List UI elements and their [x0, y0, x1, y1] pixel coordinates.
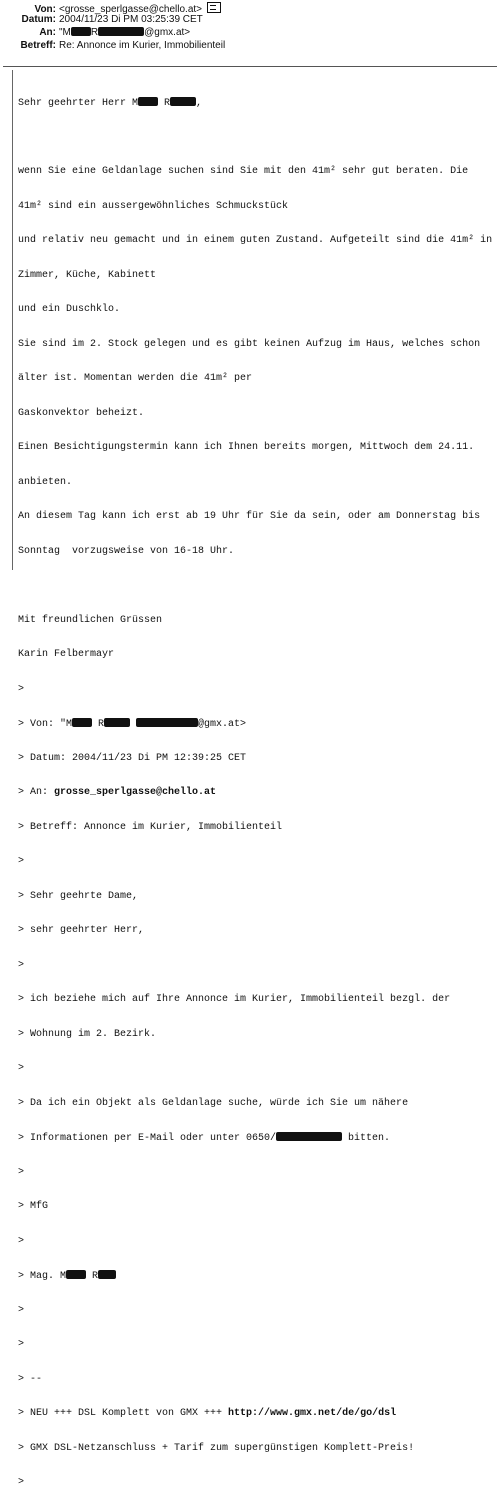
quote-salutation: > Sehr geehrte Dame,: [18, 890, 139, 902]
redaction-block: [136, 718, 198, 727]
header-to-row: [0, 27, 300, 39]
quote-ad: > NEU +++ DSL Komplett von GMX +++ http://www.gmx.net/de/go/dsl: [18, 1408, 397, 1419]
body-line: Sie sind im 2. Stock gelegen und es gibt keinen Aufzug im Haus, welches schon: [18, 338, 481, 350]
body-line: Sonntag vorzugsweise von 16-18 Uhr.: [18, 545, 235, 557]
redaction-block: [170, 97, 196, 106]
from-label: Von:: [34, 4, 56, 15]
body-line: Einen Besichtigungstermin kann ich Ihnen bereits morgen, Mittwoch dem 24.11.: [18, 442, 475, 453]
body-line: älter ist. Momentan werden die 41m² per: [18, 373, 253, 384]
closing: Mit freundlichen Grüssen: [18, 614, 163, 626]
header-divider: [3, 66, 497, 67]
redaction-block: [104, 718, 130, 727]
body-line: und relativ neu gemacht und in einem guten Zustand. Aufgeteilt sind die 41m² in: [18, 235, 493, 246]
quote-signature: > Mag. M R: [18, 1270, 496, 1282]
redaction-block: [72, 718, 92, 727]
header-date-row: [0, 14, 300, 26]
quote-text: > Wohnung im 2. Bezirk.: [18, 1028, 157, 1040]
quote-from: > Von: "M R @gmx.at>: [18, 719, 247, 730]
quote-to-address[interactable]: grosse_sperlgasse@chello.at: [54, 787, 217, 798]
gmx-dsl-link[interactable]: http://www.gmx.net/de/go/dsl: [228, 1408, 397, 1419]
date-label: Datum:: [21, 14, 56, 25]
quote-marker: >: [18, 1235, 25, 1247]
quote-ad: > GMX DSL-Netzanschluss + Tarif zum supergünstigen Komplett-Preis!: [18, 1442, 415, 1454]
body-line: anbieten.: [18, 476, 73, 488]
redaction-block: [71, 27, 91, 36]
greeting: Sehr geehrter Herr M R ,: [18, 98, 203, 109]
quote-subject: > Betreff: Annonce im Kurier, Immobilienteil: [18, 821, 283, 833]
redaction-block: [66, 1270, 86, 1279]
quote-mfg: > MfG: [18, 1201, 49, 1212]
body-line: 41m² sind ein aussergewöhnliches Schmuckstück: [18, 200, 289, 212]
body-line: und ein Duschklo.: [18, 304, 121, 315]
redaction-block: [98, 27, 144, 36]
subject-value: Re: Annonce im Kurier, Immobilienteil: [59, 40, 226, 51]
header-subject-row: [0, 40, 300, 52]
quote-marker: >: [18, 1063, 25, 1074]
redaction-block: [138, 97, 158, 106]
body-line: Zimmer, Küche, Kabinett: [18, 269, 157, 281]
quote-marker: >: [18, 1166, 25, 1178]
redaction-block: [98, 1270, 116, 1279]
signature: Karin Felbermayr: [18, 649, 115, 660]
body-line: An diesem Tag kann ich erst ab 19 Uhr für Sie da sein, oder am Donnerstag bis: [18, 511, 481, 522]
quote-marker: >: [18, 1477, 25, 1488]
quote-salutation: > sehr geehrter Herr,: [18, 925, 145, 936]
to-suffix: @gmx.at>: [144, 27, 191, 38]
to-mid: R: [90, 27, 99, 38]
message-body: [18, 74, 496, 1500]
date-value: 2004/11/23 Di PM 03:25:39 CET: [59, 14, 203, 25]
message-left-border: [12, 70, 13, 570]
to-label: An:: [39, 27, 56, 38]
quote-marker: >: [18, 683, 25, 695]
quote-marker: >: [18, 1339, 25, 1350]
subject-label: Betreff:: [20, 40, 56, 51]
vcard-icon[interactable]: [207, 2, 221, 13]
to-prefix: "M: [59, 27, 71, 38]
quote-text: > Da ich ein Objekt als Geldanlage suche, würde ich Sie um nähere: [18, 1097, 409, 1109]
quote-text: > Informationen per E-Mail oder unter 0650/ bitten.: [18, 1133, 391, 1144]
quote-marker: >: [18, 1304, 25, 1316]
from-value: <grosse_sperlgasse@chello.at>: [59, 4, 203, 15]
email-header: [0, 0, 500, 62]
quote-to: > An: grosse_sperlgasse@chello.at: [18, 787, 217, 798]
quote-date: > Datum: 2004/11/23 Di PM 12:39:25 CET: [18, 752, 247, 764]
quote-marker: >: [18, 959, 25, 971]
body-line: Gaskonvektor beheizt.: [18, 407, 145, 419]
body-line: wenn Sie eine Geldanlage suchen sind Sie mit den 41m² sehr gut beraten. Die: [18, 166, 469, 177]
quote-marker: >: [18, 856, 25, 867]
redaction-block: [276, 1132, 342, 1141]
quote-text: > ich beziehe mich auf Ihre Annonce im Kurier, Immobilienteil bezgl. der: [18, 994, 451, 1005]
quote-dashes: > --: [18, 1373, 43, 1385]
